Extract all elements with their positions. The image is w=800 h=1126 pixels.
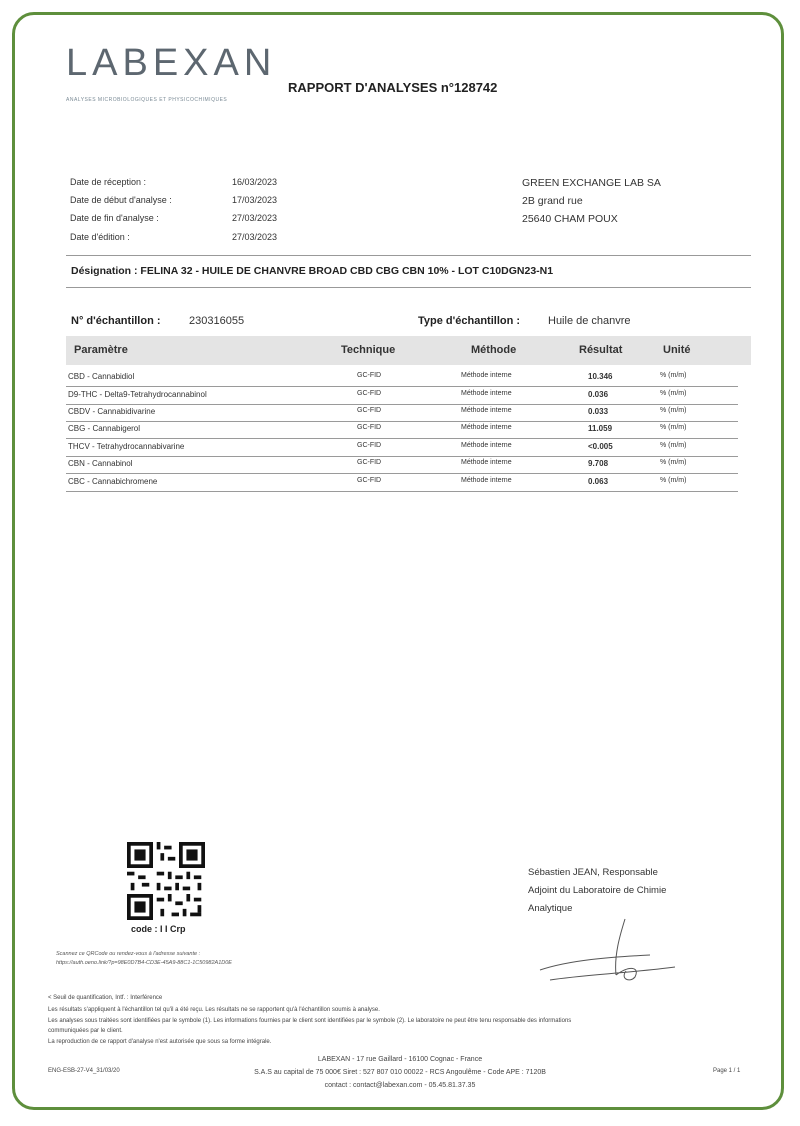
labexan-logo: LABEXAN (66, 42, 277, 84)
client-city: 25640 CHAM POUX (522, 213, 618, 225)
col-unit-header: Unité (663, 344, 691, 356)
date-edition-label: Date d'édition : (70, 232, 130, 242)
result-cell: 0.033 (588, 407, 609, 416)
method-cell: Méthode interne (461, 424, 512, 431)
method-cell: Méthode interne (461, 442, 512, 449)
footer-address: LABEXAN - 17 rue Gaillard - 16100 Cognac - France (317, 1056, 483, 1063)
date-edition-value: 27/03/2023 (232, 232, 278, 242)
method-cell: Méthode interne (461, 459, 512, 466)
sample-number-label: N° d'échantillon : (71, 315, 161, 327)
param-cell: CBDV - Cannabidivarine (68, 407, 156, 416)
footer-contact[interactable]: contact : contact@labexan.com - 05.45.81.37.35 (324, 1082, 476, 1089)
tech-cell: GC-FID (357, 442, 382, 449)
table-row (66, 456, 738, 474)
date-fin-label: Date de fin d'analyse : (70, 213, 159, 223)
unit-cell: % (m/m) (660, 459, 687, 466)
qr-note-1: Scannez ce QRCode ou rendez-vous à l'adresse suivante : (56, 951, 201, 957)
col-tech-header: Technique (341, 344, 396, 356)
qr-note-2[interactable]: https://auth.oeno.link/?p=98E0D7B4-CD3E-45A9-88C1-1C50982A1D0E (56, 960, 232, 966)
designation: Désignation : FELINA 32 - HUILE DE CHANVRE BROAD CBD CBG CBN 10% - LOT C10DGN23-N1 (71, 265, 554, 277)
table-row (66, 369, 738, 387)
table-row (66, 439, 738, 457)
tech-cell: GC-FID (357, 372, 382, 379)
sample-type-value: Huile de chanvre (548, 315, 631, 327)
signatory-line-1: Sébastien JEAN, Responsable (528, 867, 658, 878)
col-result-header: Résultat (579, 344, 623, 356)
method-cell: Méthode interne (461, 407, 512, 414)
param-cell: D9-THC - Delta9-Tetrahydrocannabinol (68, 390, 207, 399)
table-row (66, 404, 738, 422)
col-method-header: Méthode (471, 344, 517, 356)
unit-cell: % (m/m) (660, 390, 687, 397)
table-row (66, 474, 738, 492)
date-fin-value: 27/03/2023 (232, 213, 278, 223)
table-row (66, 387, 738, 405)
param-cell: THCV - Tetrahydrocannabivarine (68, 442, 185, 451)
sample-number-value: 230316055 (189, 315, 245, 327)
result-cell: 10.346 (588, 372, 613, 381)
note-threshold: < Seuil de quantification, Intf. : Interférence (48, 995, 163, 1001)
unit-cell: % (m/m) (660, 372, 687, 379)
page-number: Page 1 / 1 (713, 1068, 741, 1074)
handwritten-signature (530, 915, 680, 985)
tech-cell: GC-FID (357, 407, 382, 414)
result-cell: 0.063 (588, 477, 609, 486)
unit-cell: % (m/m) (660, 442, 687, 449)
param-cell: CBC - Cannabichromene (68, 477, 158, 486)
tech-cell: GC-FID (357, 477, 382, 484)
doc-reference: ENG-ESB-27-V4_31/03/20 (48, 1068, 120, 1074)
divider-designation (66, 287, 751, 288)
result-cell: 0.036 (588, 390, 609, 399)
table-row (66, 421, 738, 439)
signatory-line-3: Analytique (528, 903, 573, 914)
param-cell: CBG - Cannabigerol (68, 424, 141, 433)
unit-cell: % (m/m) (660, 477, 687, 484)
note-client-info: communiquées par le client. (48, 1028, 123, 1034)
table-header (66, 336, 751, 365)
method-cell: Méthode interne (461, 372, 512, 379)
date-reception-value: 16/03/2023 (232, 177, 278, 187)
param-cell: CBN - Cannabinol (68, 459, 133, 468)
date-reception-label: Date de réception : (70, 177, 147, 187)
divider-top (66, 255, 751, 256)
tech-cell: GC-FID (357, 424, 382, 431)
param-cell: CBD - Cannabidiol (68, 372, 135, 381)
result-cell: <0.005 (588, 442, 613, 451)
result-cell: 11.059 (588, 424, 613, 433)
note-reproduction: La reproduction de ce rapport d'analyse n'est autorisée que sous sa forme intégrale. (48, 1039, 272, 1045)
note-results: Les résultats s'appliquent à l'échantillon tel qu'il a été reçu. Les résultats ne se rapportent qu'à l'échantillon soumis à analyse. (48, 1007, 380, 1013)
tech-cell: GC-FID (357, 390, 382, 397)
qr-code-label: code : I I Crp (131, 924, 186, 934)
signatory-line-2: Adjoint du Laboratoire de Chimie (528, 885, 667, 896)
date-debut-label: Date de début d'analyse : (70, 195, 172, 205)
unit-cell: % (m/m) (660, 407, 687, 414)
date-debut-value: 17/03/2023 (232, 195, 278, 205)
footer-company: S.A.S au capital de 75 000€ Siret : 527 807 010 00022 - RCS Angoulême - Code APE : 7120B (254, 1069, 546, 1076)
result-cell: 9.708 (588, 459, 609, 468)
method-cell: Méthode interne (461, 477, 512, 484)
method-cell: Méthode interne (461, 390, 512, 397)
tech-cell: GC-FID (357, 459, 382, 466)
client-name: GREEN EXCHANGE LAB SA (522, 177, 661, 189)
note-subcontracted: Les analyses sous traitées sont identifiées par le symbole (1). Les informations fournies par le client sont identifiées par le symbole (2). Le laboratoire ne peut être tenu responsable des informations (48, 1018, 572, 1024)
logo-tagline: ANALYSES MICROBIOLOGIQUES ET PHYSICOCHIMIQUES (66, 97, 228, 103)
qr-code-icon[interactable] (127, 842, 205, 920)
report-title: RAPPORT D'ANALYSES n°128742 (288, 80, 498, 95)
unit-cell: % (m/m) (660, 424, 687, 431)
client-street: 2B grand rue (522, 195, 583, 207)
sample-type-label: Type d'échantillon : (418, 315, 521, 327)
col-param-header: Paramètre (74, 344, 128, 356)
